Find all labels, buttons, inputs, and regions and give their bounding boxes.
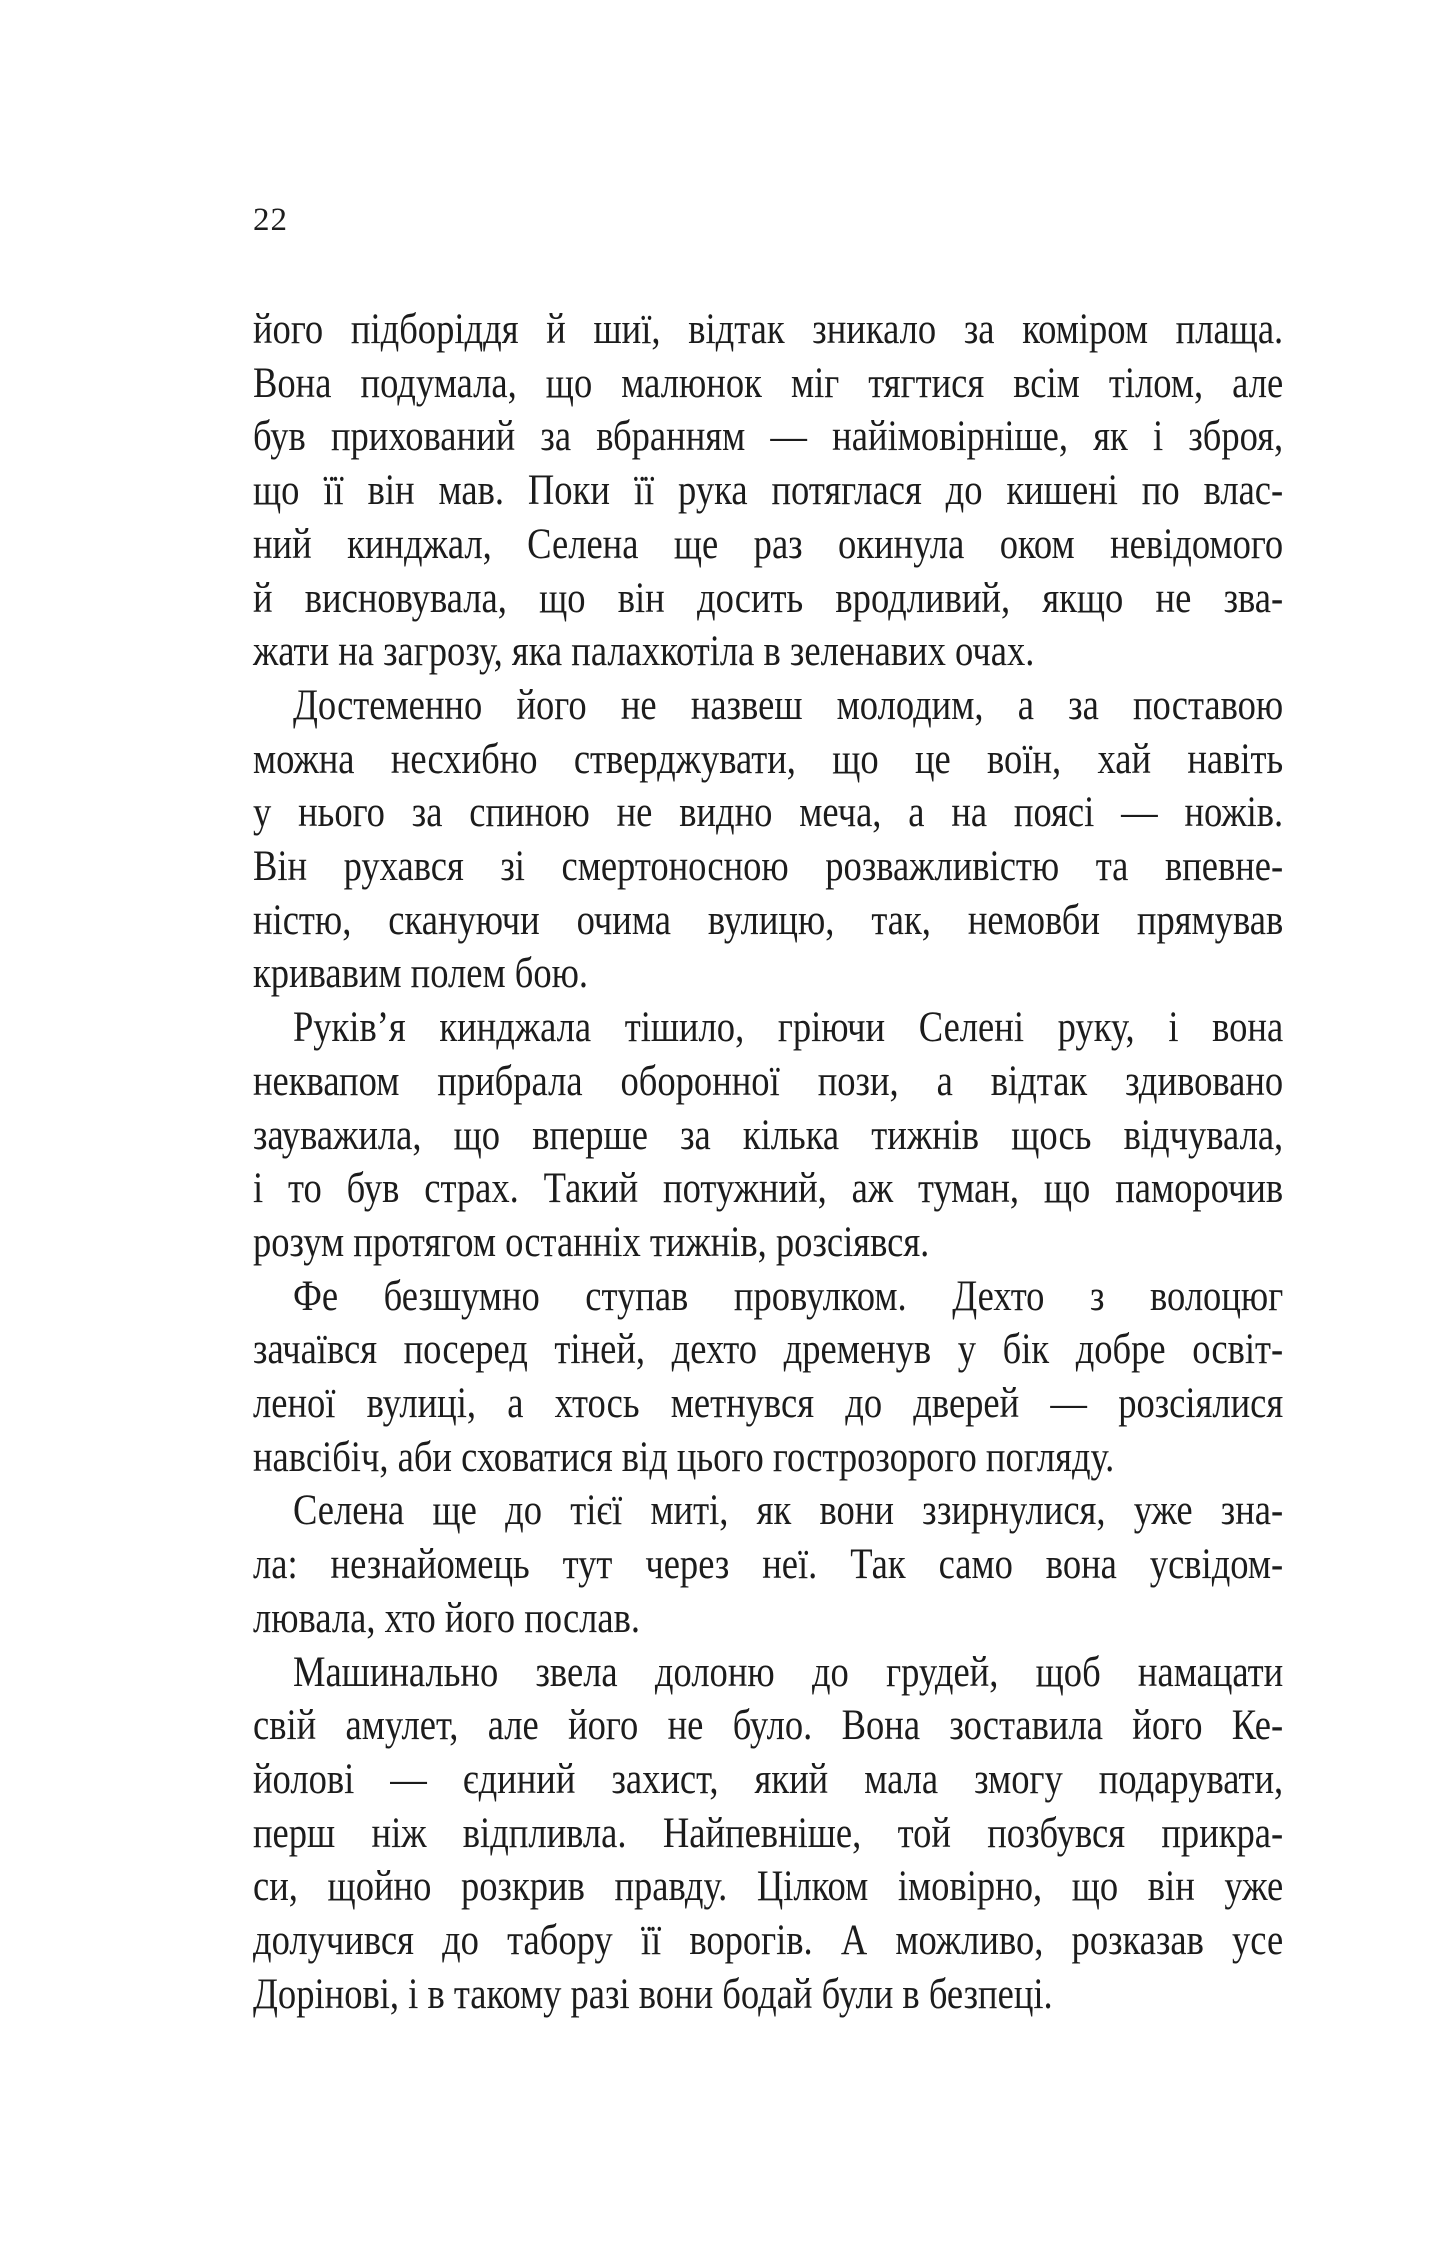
text-line: Вона подумала, що малюнок міг тягтися всім тілом, але [253, 359, 1284, 407]
text-line: Він рухався зі смертоносною розважливістю та впевне- [253, 843, 1284, 891]
page-number: 22 [253, 202, 288, 238]
text-line: навсібіч, аби сховатися від цього гострозорого погляду. [253, 1433, 1115, 1481]
text-line: що її він мав. Поки її рука потяглася до кишені по влас- [253, 467, 1284, 515]
text-line: неквапом прибрала оборонної пози, а відтак здивовано [253, 1057, 1284, 1105]
text-line: Селена ще до тієї миті, як вони ззирнулися, уже зна- [292, 1487, 1284, 1535]
paragraph [253, 1646, 1283, 2022]
text-line: Машинально звела долоню до грудей, щоб намацати [292, 1648, 1284, 1696]
text-line: кривавим полем бою. [253, 950, 589, 998]
text-line: був прихований за вбранням — найімовірніше, як і зброя, [253, 413, 1284, 461]
text-line: можна несхибно стверджувати, що це воїн, хай навіть [253, 735, 1284, 783]
paragraph [253, 1484, 1283, 1645]
paragraph [253, 1270, 1283, 1485]
text-line: Фе безшумно ступав провулком. Дехто з волоцюг [292, 1272, 1284, 1320]
text-line: жати на загрозу, яка палахкотіла в зеленавих очах. [253, 628, 1035, 676]
text-line: йолові — єдиний захист, який мала змогу подарувати, [253, 1755, 1284, 1803]
text-line: долучився до табору її ворогів. А можливо, розказав усе [253, 1917, 1284, 1965]
paragraph [253, 1001, 1283, 1270]
text-line: у нього за спиною не видно меча, а на поясі — ножів. [253, 789, 1284, 837]
text-line: його підборіддя й шиї, відтак зникало за коміром плаща. [253, 306, 1284, 353]
paragraph [253, 303, 1283, 679]
text-line: Дорінові, і в такому разі вони бодай були в безпеці. [253, 1970, 1053, 2018]
text-line: й висновувала, що він досить вродливий, якщо не зва- [253, 574, 1284, 622]
text-line: перш ніж відпливла. Найпевніше, той позбувся прикра- [253, 1809, 1284, 1857]
text-block [253, 303, 1283, 2022]
text-line: розум протягом останніх тижнів, розсіявся. [253, 1218, 930, 1266]
text-line: ністю, скануючи очима вулицю, так, немовби прямував [253, 896, 1284, 944]
text-line: ний кинджал, Селена ще раз окинула оком невідомого [253, 520, 1284, 568]
text-line: зауважила, що вперше за кілька тижнів щось відчувала, [253, 1111, 1284, 1159]
text-line: си, щойно розкрив правду. Цілком імовірно, що він уже [253, 1863, 1284, 1911]
text-line: свій амулет, але його не було. Вона зоставила його Ке- [253, 1702, 1284, 1750]
text-line: лювала, хто його послав. [253, 1594, 641, 1642]
text-line: зачаївся посеред тіней, дехто дременув у бік добре освіт- [253, 1326, 1284, 1374]
text-line: леної вулиці, а хтось метнувся до дверей — розсіялися [253, 1380, 1284, 1428]
text-line: і то був страх. Такий потужний, аж туман, що паморочив [253, 1165, 1284, 1213]
text-line: ла: незнайомець тут через неї. Так само вона усвідом- [253, 1541, 1284, 1589]
paragraph [253, 679, 1283, 1001]
text-line: Достеменно його не назвеш молодим, а за поставою [292, 681, 1284, 729]
text-line: Руків’я кинджала тішило, гріючи Селені руку, і вона [292, 1004, 1284, 1052]
